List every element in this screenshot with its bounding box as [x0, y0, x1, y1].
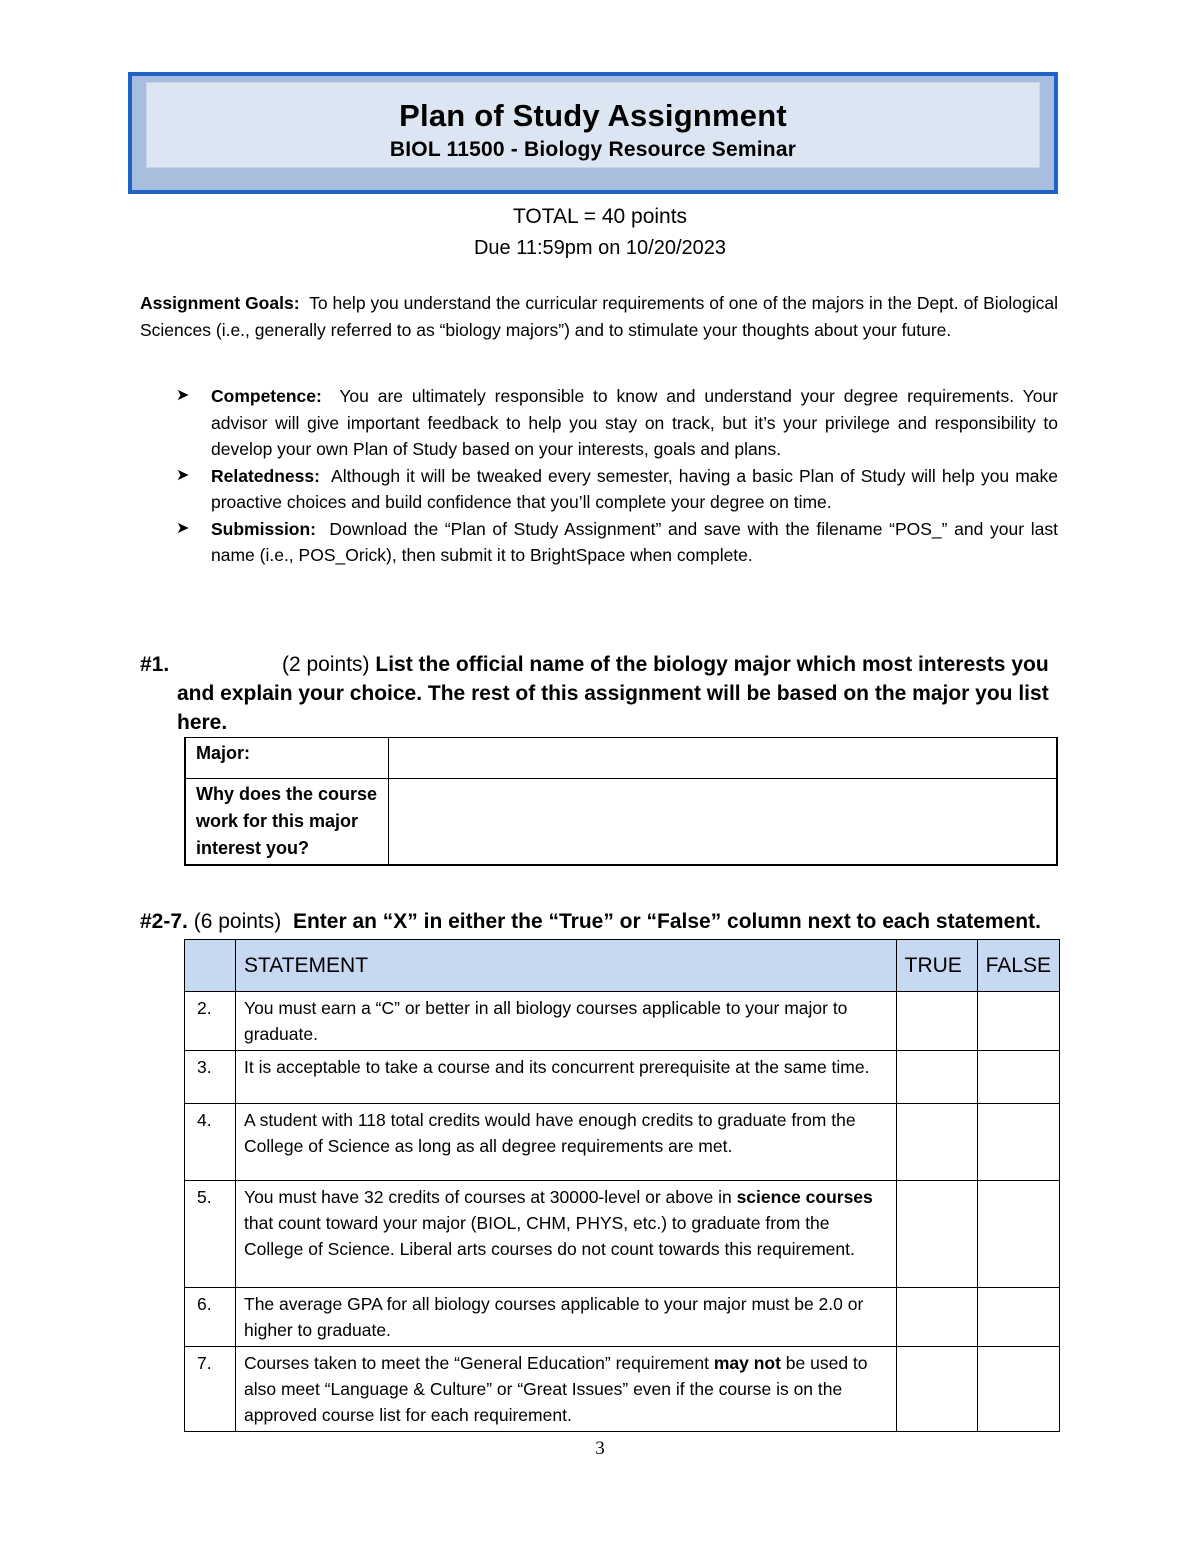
row-number: 7. — [185, 1347, 236, 1432]
statement-emphasis: science courses — [736, 1187, 873, 1207]
row-number: 5. — [185, 1181, 236, 1288]
major-label: Major: — [185, 738, 389, 779]
table-row — [185, 738, 1057, 779]
true-cell[interactable] — [896, 1288, 977, 1347]
bullet-text: You are ultimately responsible to know and understand your degree requirements. Your advisor will give important feedback to help you stay on track, but it’s your privilege and responsibility to develop your own Plan of Study based on your interests, goals and plans. — [211, 386, 1058, 459]
question-points: (2 points) — [282, 653, 370, 676]
major-answer-cell[interactable] — [389, 738, 1058, 779]
row-number: 2. — [185, 992, 236, 1051]
bullet-text: Although it will be tweaked every semester, having a basic Plan of Study will help you make proactive choices and build confidence that you’ll complete your degree on time. — [211, 465, 1058, 512]
question-number: #2-7. — [140, 910, 188, 933]
header-false: FALSE — [977, 940, 1059, 992]
table-row — [185, 1347, 1060, 1432]
false-cell[interactable] — [977, 1104, 1059, 1181]
question-points: (6 points) — [193, 910, 282, 933]
question-prompt: List the official name of the biology major which most interests you — [375, 653, 1049, 676]
statement-cell: It is acceptable to take a course and its concurrent prerequisite at the same time. — [236, 1051, 897, 1104]
question-1 — [140, 650, 1058, 737]
true-cell[interactable] — [896, 1181, 977, 1288]
false-cell[interactable] — [977, 1288, 1059, 1347]
question-number: #1. — [140, 653, 170, 676]
true-cell[interactable] — [896, 1347, 977, 1432]
interest-label: Why does the course work for this major interest you? — [185, 779, 389, 866]
statement-text: You must have 32 credits of courses at 30000-level or above in — [244, 1187, 737, 1207]
header-true: TRUE — [896, 940, 977, 992]
arrow-bullet-icon: ➤ — [176, 519, 190, 537]
statement-cell: The average GPA for all biology courses applicable to your major must be 2.0 or higher to graduate. — [236, 1288, 897, 1347]
statement-text: Courses taken to meet the “General Education” requirement — [244, 1353, 714, 1373]
statement-cell: You must earn a “C” or better in all biology courses applicable to your major to graduate. — [236, 992, 897, 1051]
statement-cell — [236, 1181, 897, 1288]
question-prompt-rest: and explain your choice. The rest of this assignment will be based on the major you list here. — [177, 682, 1049, 734]
bullet-text: Download the “Plan of Study Assignment” and save with the filename “POS_” and your last name (i.e., POS_Orick), then submit it to BrightSpace when complete. — [211, 518, 1058, 565]
question-prompt: Enter an “X” in either the “True” or “False” column next to each statement. — [292, 910, 1041, 933]
table-row — [185, 779, 1057, 866]
document-subtitle: BIOL 11500 - Biology Resource Seminar — [389, 138, 797, 161]
page-number: 3 — [595, 1438, 605, 1459]
row-number: 4. — [185, 1104, 236, 1181]
true-false-table — [184, 939, 1060, 1432]
false-cell[interactable] — [977, 1347, 1059, 1432]
true-cell[interactable] — [896, 1104, 977, 1181]
table-row — [185, 992, 1060, 1051]
bullet-label: Relatedness: — [211, 465, 320, 486]
table-row — [185, 1288, 1060, 1347]
statement-emphasis: may not — [713, 1353, 781, 1373]
title-banner — [128, 72, 1058, 194]
false-cell[interactable] — [977, 1181, 1059, 1288]
row-number: 3. — [185, 1051, 236, 1104]
major-answer-table — [184, 737, 1058, 866]
goals-bullet-list — [176, 383, 1058, 569]
table-row — [185, 1051, 1060, 1104]
question-2-7 — [140, 910, 1041, 934]
list-item — [176, 463, 1058, 516]
statement-cell — [236, 1347, 897, 1432]
list-item — [176, 383, 1058, 463]
total-points: TOTAL = 40 points — [512, 205, 688, 228]
header-statement: STATEMENT — [236, 940, 897, 992]
table-row — [185, 1104, 1060, 1181]
arrow-bullet-icon: ➤ — [176, 466, 190, 484]
goals-label: Assignment Goals: — [140, 293, 300, 313]
goals-text: To help you understand the curricular requirements of one of the majors in the Dept. of Biological Sciences (i.e., generally referred to as “biology majors”) and to stimulate your thoughts about your future. — [140, 293, 1058, 340]
statement-text: that count toward your major (BIOL, CHM, PHYS, etc.) to graduate from the College of Science. Liberal arts courses do not count towards this requirement. — [244, 1213, 855, 1259]
arrow-bullet-icon: ➤ — [176, 387, 190, 404]
statement-text: be used to also meet “Language & Culture” or “Great Issues” even if the course is on the approved course list for each requirement. — [244, 1353, 868, 1425]
true-cell[interactable] — [896, 1051, 977, 1104]
due-date: Due 11:59pm on 10/20/2023 — [473, 237, 727, 259]
document-title: Plan of Study Assignment — [399, 98, 787, 133]
row-number: 6. — [185, 1288, 236, 1347]
header-num — [185, 940, 236, 992]
true-cell[interactable] — [896, 992, 977, 1051]
interest-answer-cell[interactable] — [389, 779, 1058, 866]
assignment-goals — [140, 290, 1058, 344]
statement-cell: A student with 118 total credits would have enough credits to graduate from the College of Science as long as all degree requirements are met. — [236, 1104, 897, 1181]
false-cell[interactable] — [977, 1051, 1059, 1104]
table-header-row — [185, 940, 1060, 992]
false-cell[interactable] — [977, 992, 1059, 1051]
bullet-label: Submission: — [211, 518, 317, 539]
list-item — [176, 516, 1058, 569]
table-row — [185, 1181, 1060, 1288]
bullet-label: Competence: — [211, 386, 322, 406]
